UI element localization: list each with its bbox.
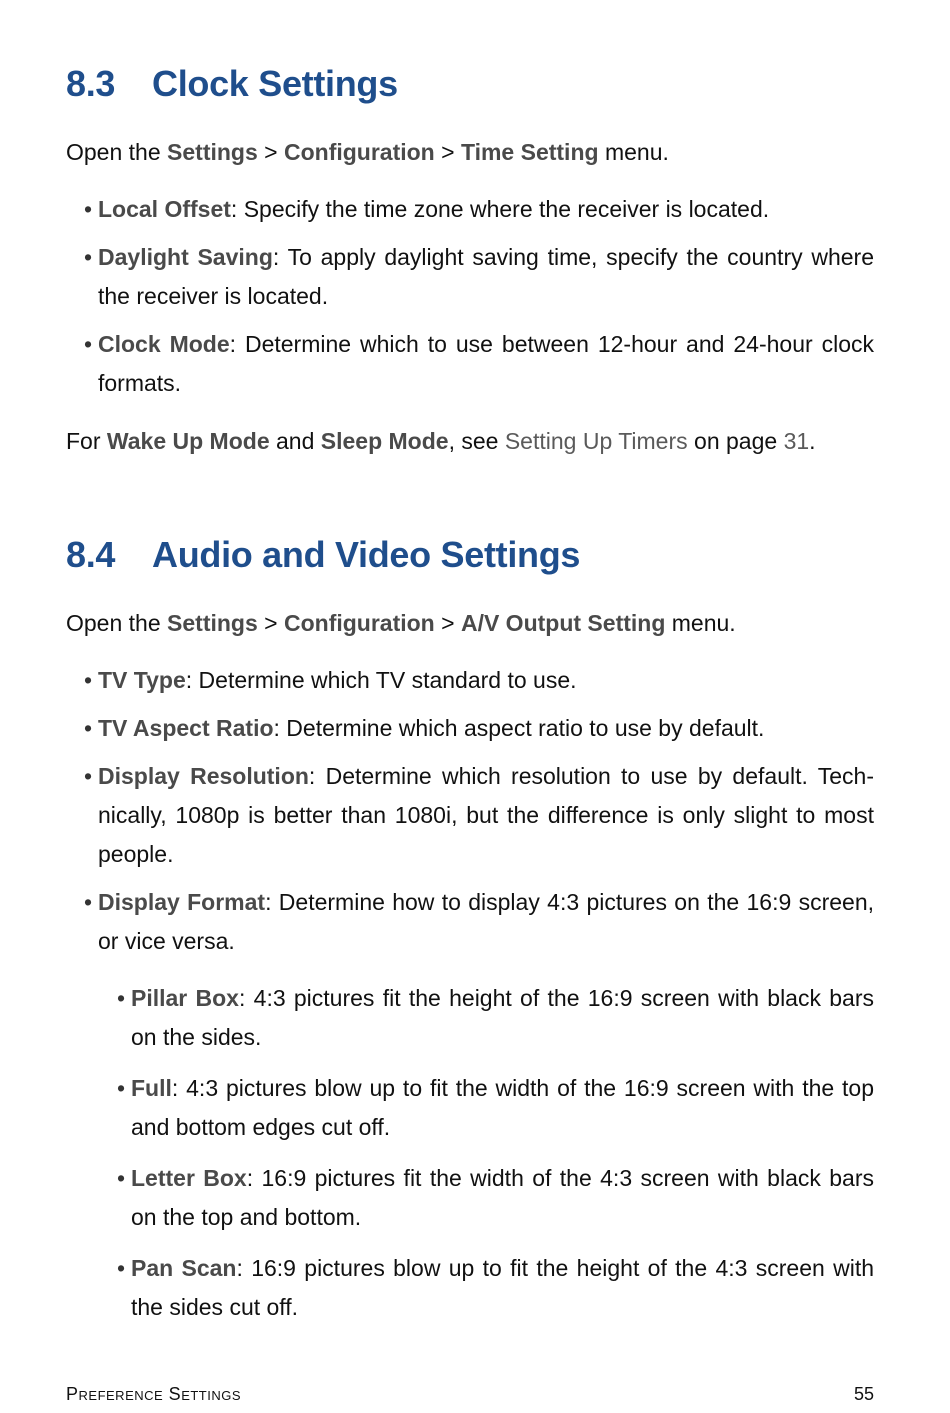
footer-section-title: Preference Settings bbox=[66, 1384, 242, 1404]
clock-option-list bbox=[66, 190, 874, 412]
menu-path-configuration: Configuration bbox=[283, 610, 435, 636]
section-number: 8.3 bbox=[66, 63, 116, 104]
list-item: • Daylight Saving: To apply daylight saving time, specify the country where the receiver is located. bbox=[84, 244, 874, 309]
list-item: • TV Type: Determine which TV standard to use. bbox=[84, 667, 577, 693]
list-item: • Full: 4:3 pictures blow up to fit the width of the 16:9 screen with the top and bottom edges cut off. bbox=[117, 1075, 874, 1140]
menu-path-av-output: A/V Output Setting bbox=[460, 610, 666, 636]
list-item: • Pillar Box: 4:3 pictures fit the height of the 16:9 screen with black bars on the sides. bbox=[117, 985, 874, 1050]
menu-path-settings: Settings bbox=[167, 610, 258, 636]
list-item: • Pan Scan: 16:9 pictures blow up to fit the height of the 4:3 screen with the sides cut off. bbox=[117, 1255, 875, 1320]
setting-up-timers-link[interactable]: Setting Up Timers bbox=[504, 428, 688, 454]
section-heading-av bbox=[66, 533, 580, 577]
list-item: • Clock Mode: Determine which to use between 12-hour and 24-hour clock formats. bbox=[84, 331, 874, 396]
section-title: Audio and Video Settings bbox=[152, 534, 581, 575]
clock-footnote: For Wake Up Mode and Sleep Mode, see Setting Up Timers on page 31. bbox=[66, 428, 816, 454]
page-footer bbox=[66, 1382, 874, 1406]
section-title: Clock Settings bbox=[152, 63, 398, 104]
section-number: 8.4 bbox=[66, 534, 116, 575]
list-item: • TV Aspect Ratio: Determine which aspect ratio to use by default. bbox=[84, 715, 765, 741]
list-item: • Local Offset: Specify the time zone where the receiver is located. bbox=[84, 196, 770, 222]
menu-path-configuration: Configuration bbox=[283, 139, 435, 165]
section-heading-clock bbox=[66, 62, 398, 106]
menu-path-settings: Settings bbox=[167, 139, 258, 165]
av-intro: Open the Settings > Configuration > A/V Output Setting menu. bbox=[66, 610, 736, 636]
list-item: • Letter Box: 16:9 pictures fit the width of the 4:3 screen with black bars on the top and bottom. bbox=[117, 1165, 874, 1230]
display-format-sublist bbox=[66, 979, 874, 1339]
page-number: 55 bbox=[853, 1384, 874, 1404]
list-item: • Display Format: Determine how to display 4:3 pictures on the 16:9 screen, or vice versa. bbox=[84, 889, 875, 954]
list-item: • Display Resolution: Determine which resolution to use by default. Tech-nically, 1080p is better than 1080i, but the difference is only slight to most people. bbox=[84, 763, 874, 867]
page-31-link[interactable]: 31 bbox=[783, 428, 810, 454]
clock-intro: Open the Settings > Configuration > Time Setting menu. bbox=[66, 139, 669, 165]
av-option-list bbox=[66, 661, 874, 970]
menu-path-time-setting: Time Setting bbox=[460, 139, 599, 165]
